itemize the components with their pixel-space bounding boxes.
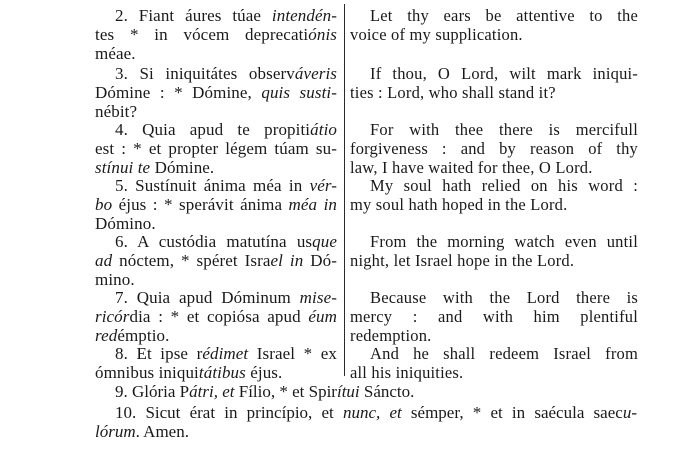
english-line: all his iniquities.: [350, 363, 464, 382]
sicut-erat: [95, 403, 637, 441]
latin-line: ad nóctem, * spéret Israel in Dó-: [95, 251, 337, 270]
column-divider: [344, 4, 345, 376]
verse-5-latin: [95, 176, 337, 233]
verse-7-english: [350, 288, 638, 345]
english-line: ties : Lord, who shall stand it?: [350, 83, 556, 102]
english-line: redemption.: [350, 326, 432, 345]
verse-8-latin: [95, 344, 337, 382]
english-line: From the morning watch even until: [370, 232, 638, 251]
verse-3-english: [350, 64, 638, 102]
latin-line: tes * in vócem deprecatiónis: [95, 25, 337, 44]
english-line: forgiveness : and by reason of thy: [350, 139, 638, 158]
latin-line: méae.: [95, 44, 136, 63]
latin-line: redémptio.: [95, 326, 170, 345]
english-line: law, I have waited for thee, O Lord.: [350, 158, 593, 177]
latin-line: nébit?: [95, 102, 138, 121]
english-line: Because with the Lord there is: [370, 288, 638, 307]
latin-line: ricórdia : * et copiósa apud éum: [95, 307, 337, 326]
verse-5-english: [350, 176, 638, 214]
english-line: Let thy ears be attentive to the: [370, 6, 638, 25]
verse-2-latin: [95, 6, 337, 63]
english-line: my soul hath hoped in the Lord.: [350, 195, 568, 214]
latin-line: ómnibus iniquitátibus éjus.: [95, 363, 283, 382]
verse-4-english: [350, 120, 638, 177]
latin-line: 7. Quia apud Dóminum mise-: [115, 288, 337, 307]
latin-line: 2. Fiant áures túae intendén-: [115, 6, 337, 25]
full-line: 9. Glória Pátri, et Fílio, * et Spirítui Sáncto.: [115, 382, 415, 401]
latin-line: mino.: [95, 270, 135, 289]
verse-4-latin: [95, 120, 337, 177]
latin-line: 8. Et ipse rédimet Israel * ex: [115, 344, 337, 363]
verse-3-latin: [95, 64, 337, 121]
verse-8-english: [350, 344, 638, 382]
english-line: night, let Israel hope in the Lord.: [350, 251, 575, 270]
latin-line: stínui te Dómine.: [95, 158, 215, 177]
english-line: For with thee there is mercifull: [370, 120, 638, 139]
full-line: 10. Sicut érat in princípio, et nunc, et sémper, * et in saécula saecu-: [115, 403, 637, 422]
english-line: mercy : and with him plentiful: [350, 307, 638, 326]
english-line: If thou, O Lord, wilt mark iniqui-: [370, 64, 638, 83]
english-line: My soul hath relied on his word :: [370, 176, 638, 195]
english-line: And he shall redeem Israel from: [370, 344, 638, 363]
gloria-patri: [95, 382, 637, 401]
latin-line: Dómine : * Dómine, quis susti-: [95, 83, 337, 102]
full-line: lórum. Amen.: [95, 422, 189, 441]
latin-line: Dómino.: [95, 214, 156, 233]
verse-2-english: [350, 6, 638, 44]
latin-line: bo éjus : * sperávit ánima méa in: [95, 195, 337, 214]
verse-6-latin: [95, 232, 337, 289]
latin-line: 6. A custódia matutína usque: [115, 232, 337, 251]
english-line: voice of my supplication.: [350, 25, 523, 44]
latin-line: 4. Quia apud te propitiátio: [115, 120, 337, 139]
latin-line: est : * et propter légem túam su-: [95, 139, 337, 158]
latin-line: 5. Sustínuit ánima méa in vér-: [115, 176, 337, 195]
latin-line: 3. Si iniquitátes observáveris: [115, 64, 337, 83]
verse-6-english: [350, 232, 638, 270]
verse-7-latin: [95, 288, 337, 345]
